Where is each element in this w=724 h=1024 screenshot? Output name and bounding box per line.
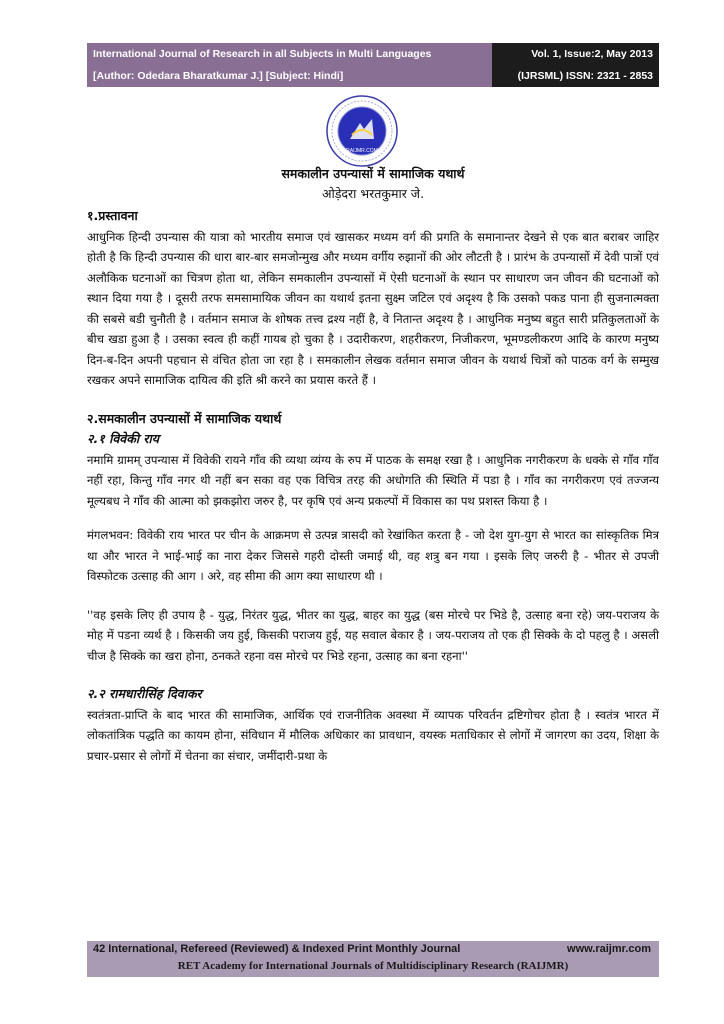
issn-info: (IJRSML) ISSN: 2321 - 2853 [492,65,659,87]
footer-page-line: 42 International, Refereed (Reviewed) & Indexed Print Monthly Journal [93,943,461,955]
header-row-2 [87,65,659,87]
article-title: समकालीन उपन्यासों में सामाजिक यथार्थ [281,166,465,181]
section-2-1-paragraph-1: नमामि ग्रामम् उपन्यास में विवेकी रायने गाँव की व्यथा व्यंग्य के रुप में पाठक के समक्ष रखा है । आधुनिक नगरीकरण के धक्के से गाँव गाँव नहीं रहा, किन्तु गाँव नगर थी नहीं बन सका वह एक विचित्र तरह की अधोगति की स्थिति में पडा है । गाँव का नगरीकरण एवं तज्जन्य मूल्यबध ने गाँव की आत्मा को झकझोरा जरुर है, पर कृषि एवं अन्य प्रकल्पों में विकास का पथ प्रशस्त किया है । [87,452,659,508]
raijmr-seal-logo [326,95,398,167]
logo-text: RAIJMR.COM [346,148,378,154]
author-subject: [Author: Odedara Bharatkumar J.] [Subject: Hindi] [87,65,492,87]
section-2-heading: २.समकालीन उपन्यासों में सामाजिक यथार्थ [87,410,282,426]
section-2-1-heading: २.१ विवेकी राय [87,431,160,446]
section-1-heading: १.प्रस्तावना [87,208,138,223]
article-author: ओड़ेदरा भरतकुमार जे. [321,186,425,201]
footer-website[interactable]: www.raijmr.com [567,943,651,955]
page-footer [87,941,659,977]
section-1-paragraph: आधुनिक हिन्दी उपन्यास की यात्रा को भारतीय समाज एवं खासकर मध्यम वर्ग की प्रगति के समानान्तर देखने से एक बात बराबर जाहिर होती है कि हिन्दी उपन्यास की धारा बार-बार समजोन्मुख और मध्यम वर्गीय रुझानों की ओर लौटती है । प्रारंभ के उपन्यासों में देवी पात्रों एवं अलौकिक घटनाओं का चित्रण होता था, लेकिन समकालीन उपन्यासों में ऐसी घटनाओं के स्थान पर साधारण जन जीवन की घटनाओं को स्थान दिया गया है । दूसरी तरफ समसामायिक जीवन का यथार्थ इतना सुक्ष्म जटिल एवं अदृश्य है कि उसको पकड पाना ही सुजनात्मक्ता की सबसे बडी चुनौती है । वर्तमान समाज के शोषक तत्त्व द्रश्य नहीं है, वे नितान्त अदृश्य है । आधुनिक मनुष्य बहुत सारी प्रतिकुलताओं के बीच खडा हुआ है । उसका स्वत्व ही कहीं गायब हो चुका है । उदारीकरण, शहरीकरण, निजीकरण, भूमण्डलीकरण आदि के कारण मनुष्य दिन-ब-दिन अपनी पहचान से वंचित होता जा रहा है । समकालीन लेखक वर्तमान समाज जीवन के यथार्थ चित्रों को पाठक वर्ग के सम्मुख रखकर अपने सामाजिक दायित्व की इति श्री करने का प्रयास करते हैं । [87,229,659,387]
section-2-2-heading: २.२ रामधारीसिंह दिवाकर [87,686,202,701]
section-2-2-paragraph-1: स्वतंत्रता-प्राप्ति के बाद भारत की सामाजिक, आर्थिक एवं राजनीतिक अवस्था में व्यापक परिवर्तन द्रष्टिगोचर होता है । स्वतंत्र भारत में लोकतांत्रिक पद्धति का कायम होना, संविधान में मौलिक अधिकार का प्रावधान, वयस्क मताधिकार से लोगों में जागरण का उदय, शिक्षा के प्रचार-प्रसार से लोगों में चेतना का संचार, जमींदारी-प्रथा के [87,707,659,763]
section-2-1-paragraph-2: मंगलभवन: विवेकी राय भारत पर चीन के आक्रमण से उत्पन्न त्रासदी को रेखांकित करता है - जो देश युग-युग से भारत का सांस्कृतिक मित्र था और भारत ने भाई-भाई का नारा देकर जिससे गहरी दोस्ती जमाई थी, वह शत्रु बन गया । इसके लिए जरुरी है - भीतर से उपजी विस्फोटक उत्साह की आग । अरे, वह सीमा की आग क्या साधारण थी । [87,528,659,583]
section-2-1-quote: ''वह इसके लिए ही उपाय है - युद्ध, निरंतर युद्ध, भीतर का युद्ध, बाहर का युद्ध (बस मोरचे पर भिडे है, उत्साह बना रहे) जय-पराजय के मोह में पडना व्यर्थ है । किसकी जय हुई, किसकी पराजय हुई, यह सवाल बेकार है । जय-पराजय तो एक ही सिक्के के दो पहलु है । असली चीज है सिक्के का खरा होना, ठनकते रहना वस मोरचे पर भिडे रहना, उत्साह का बना रहना'' [87,607,659,663]
header-row-1 [87,43,659,65]
footer-publisher: RET Academy for International Journals of Multidisciplinary Research (RAIJMR) [177,960,569,972]
journal-name: International Journal of Research in all Subjects in Multi Languages [87,43,492,65]
article-body [87,206,659,766]
issue-info: Vol. 1, Issue:2, May 2013 [492,43,659,65]
